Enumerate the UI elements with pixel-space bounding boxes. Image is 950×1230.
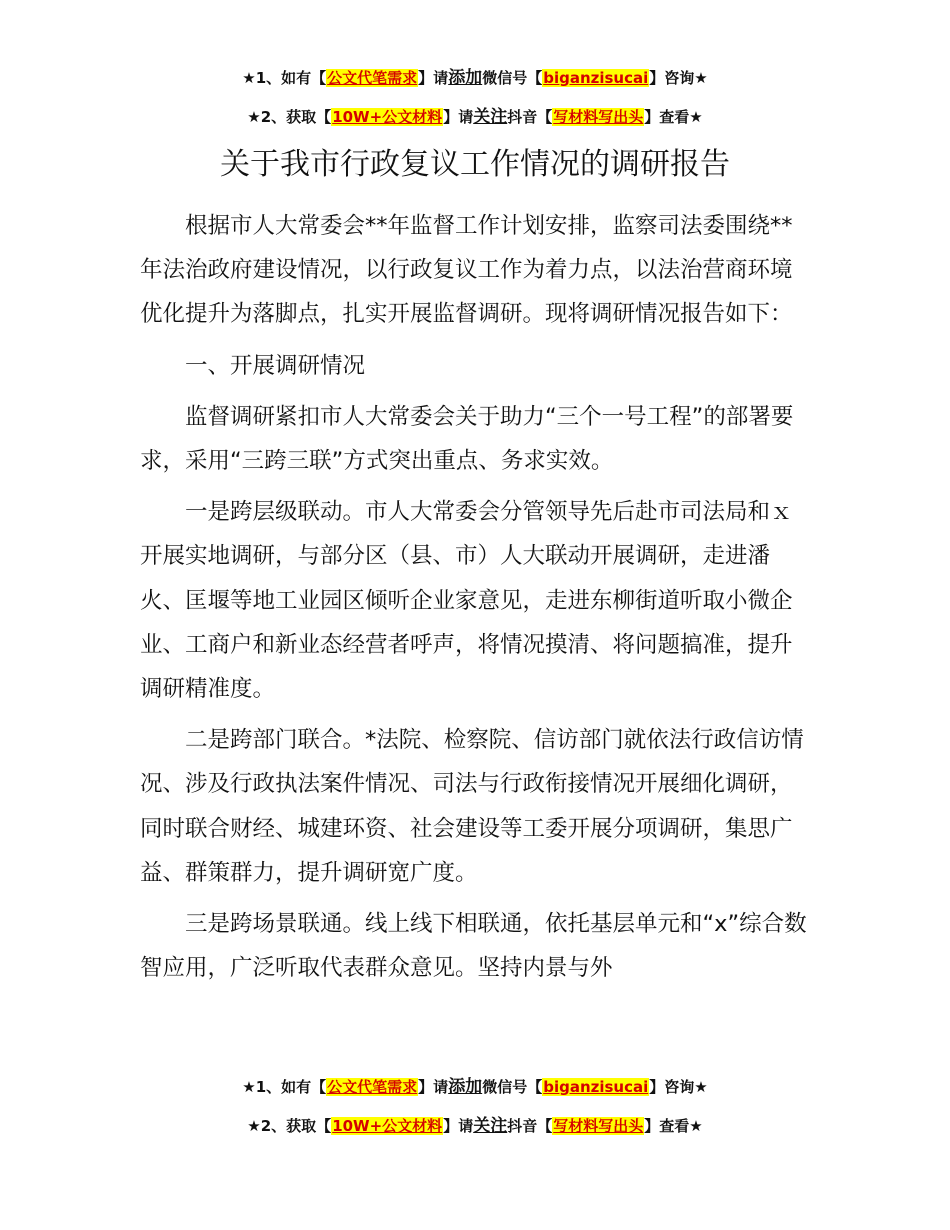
promo-banner-bottom-2: [0, 1115, 950, 1137]
promo-banner-top-2: [0, 106, 950, 128]
promo-text: 】咨询★: [649, 1078, 708, 1096]
promo-text: ★2、获取【: [247, 1117, 332, 1135]
promo-text: 】查看★: [644, 108, 703, 126]
promo-text: ★1、如有【: [242, 69, 327, 87]
promo-text: ★1、如有【: [242, 1078, 327, 1096]
promo-text: 微信号【: [482, 69, 543, 87]
promo-text: 】请: [443, 1117, 474, 1135]
promo-highlight: 写材料写出头: [553, 1117, 644, 1135]
promo-highlight: biganzisucai: [543, 1078, 649, 1096]
paragraph: 二是跨部门联合。*法院、检察院、信访部门就依法行政信访情况、涉及行政执法案件情况、司法与行政衔接情况开展细化调研，同时联合财经、城建环资、社会建设等工委开展分项调研，集思广益、群策群力，提升调研宽广度。: [140, 727, 804, 886]
promo-emphasis: 添加: [448, 1077, 483, 1097]
promo-text: 】咨询★: [649, 69, 708, 87]
promo-emphasis: 关注: [473, 1116, 508, 1136]
promo-text: 微信号【: [482, 1078, 543, 1096]
promo-highlight: 10W+公文材料: [332, 1117, 443, 1135]
promo-emphasis: 添加: [448, 68, 483, 88]
paragraph: 一是跨层级联动。市人大常委会分管领导先后赴市司法局和ｘ开展实地调研，与部分区（县、市）人大联动开展调研，走进潘火、匡堰等地工业园区倾听企业家意见，走进东柳街道听取小微企业、工商户和新业态经营者呼声，将情况摸清、将问题搞准，提升调研精准度。: [140, 499, 793, 703]
promo-text: 抖音【: [507, 1117, 553, 1135]
promo-highlight: biganzisucai: [543, 69, 649, 87]
promo-highlight: 10W+公文材料: [332, 108, 443, 126]
section-heading: 一、开展调研情况: [185, 352, 366, 379]
promo-text: 】查看★: [644, 1117, 703, 1135]
promo-highlight: 写材料写出头: [553, 108, 644, 126]
promo-emphasis: 关注: [473, 107, 508, 127]
promo-highlight: 公文代笔需求: [327, 69, 418, 87]
promo-text: 抖音【: [507, 108, 553, 126]
promo-text: 】请: [443, 108, 474, 126]
promo-banner-bottom-1: [0, 1076, 950, 1098]
document-title: 关于我市行政复议工作情况的调研报告: [220, 147, 730, 182]
document-body: [140, 204, 812, 997]
promo-banner-top-1: [0, 67, 950, 89]
paragraph-intro: 根据市人大常委会**年监督工作计划安排，监察司法委围绕**年法治政府建设情况，以行政复议工作为着力点，以法治营商环境优化提升为落脚点，扎实开展监督调研。现将调研情况报告如下：: [140, 213, 793, 328]
promo-text: 】请: [418, 1078, 449, 1096]
promo-text: ★2、获取【: [247, 108, 332, 126]
paragraph: 三是跨场景联通。线上线下相联通，依托基层单元和“x”综合数智应用，广泛听取代表群众意见。坚持内景与外: [140, 911, 807, 982]
paragraph: 监督调研紧扣市人大常委会关于助力“三个一号工程”的部署要求，采用“三跨三联”方式突出重点、务求实效。: [140, 403, 794, 475]
promo-text: 】请: [418, 69, 449, 87]
promo-highlight: 公文代笔需求: [327, 1078, 418, 1096]
